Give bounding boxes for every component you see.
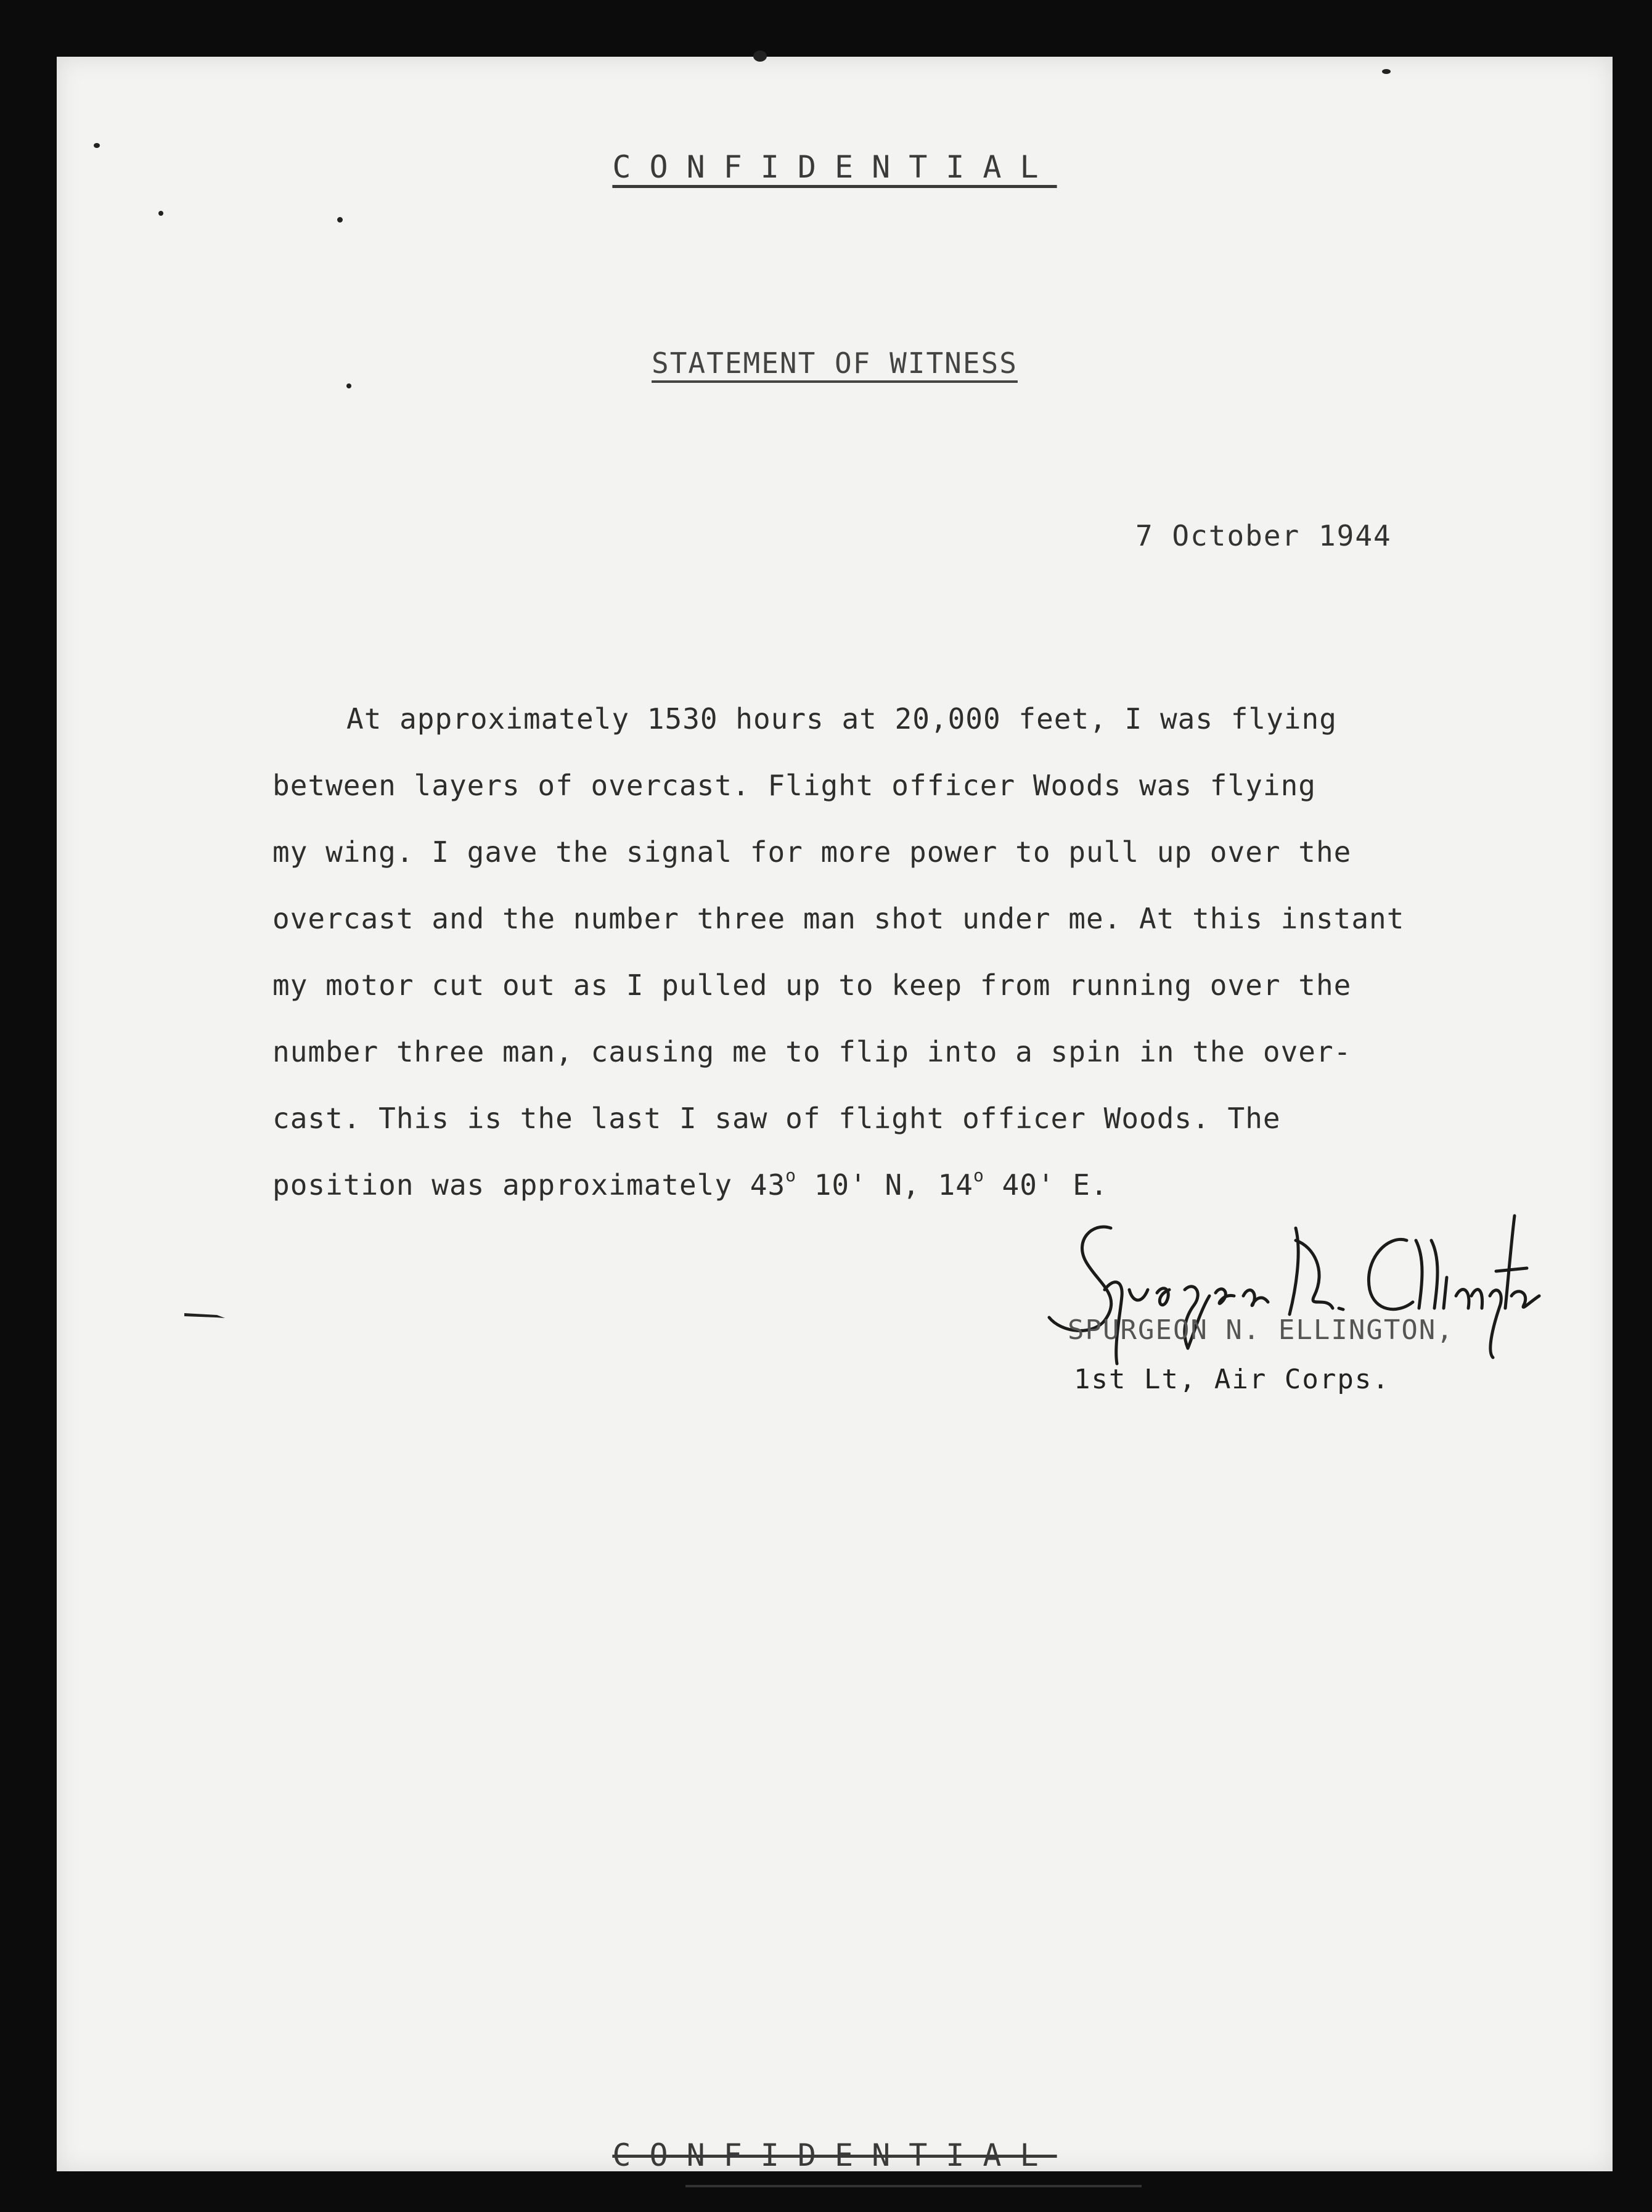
degree-symbol: o	[785, 1165, 796, 1186]
scan-speck	[346, 383, 351, 388]
handwritten-signature	[1037, 1203, 1542, 1376]
margin-mark	[183, 1309, 226, 1321]
signatory-rank: 1st Lt, Air Corps.	[1074, 1364, 1390, 1395]
document-title: STATEMENT OF WITNESS	[652, 346, 1018, 380]
body-line: overcast and the number three man shot under me. At this instant	[272, 902, 1405, 935]
position-prefix: position was approximately 43	[272, 1168, 786, 1202]
typed-signatory-name: SPURGEON N. ELLINGTON,	[1068, 1314, 1454, 1346]
body-line: cast. This is the last I saw of flight officer Woods. The	[272, 1102, 1281, 1135]
position-longitude: 40' E.	[984, 1168, 1108, 1202]
scan-speck	[94, 143, 100, 148]
scan-speck	[753, 51, 767, 62]
body-line: my wing. I gave the signal for more power to pull up over the	[272, 835, 1352, 869]
classification-header: CONFIDENTIAL	[612, 149, 1057, 185]
body-line: number three man, causing me to flip into a spin in the over-	[272, 1035, 1352, 1068]
document-date: 7 October 1944	[1135, 519, 1392, 552]
body-line: between layers of overcast. Flight officer Woods was flying	[272, 769, 1316, 802]
footer-underline	[685, 2185, 1142, 2187]
degree-symbol: o	[973, 1165, 984, 1186]
body-line: At approximately 1530 hours at 20,000 feet, I was flying	[346, 702, 1337, 735]
scan-speck	[337, 217, 343, 223]
position-latitude: 10' N, 14	[796, 1168, 973, 1202]
classification-footer: CONFIDENTIAL	[612, 2137, 1057, 2173]
body-line: my motor cut out as I pulled up to keep from running over the	[272, 969, 1352, 1002]
document-page	[57, 57, 1613, 2171]
scan-speck	[1382, 69, 1391, 74]
statement-body	[272, 686, 1536, 1218]
scan-speck	[158, 211, 163, 216]
